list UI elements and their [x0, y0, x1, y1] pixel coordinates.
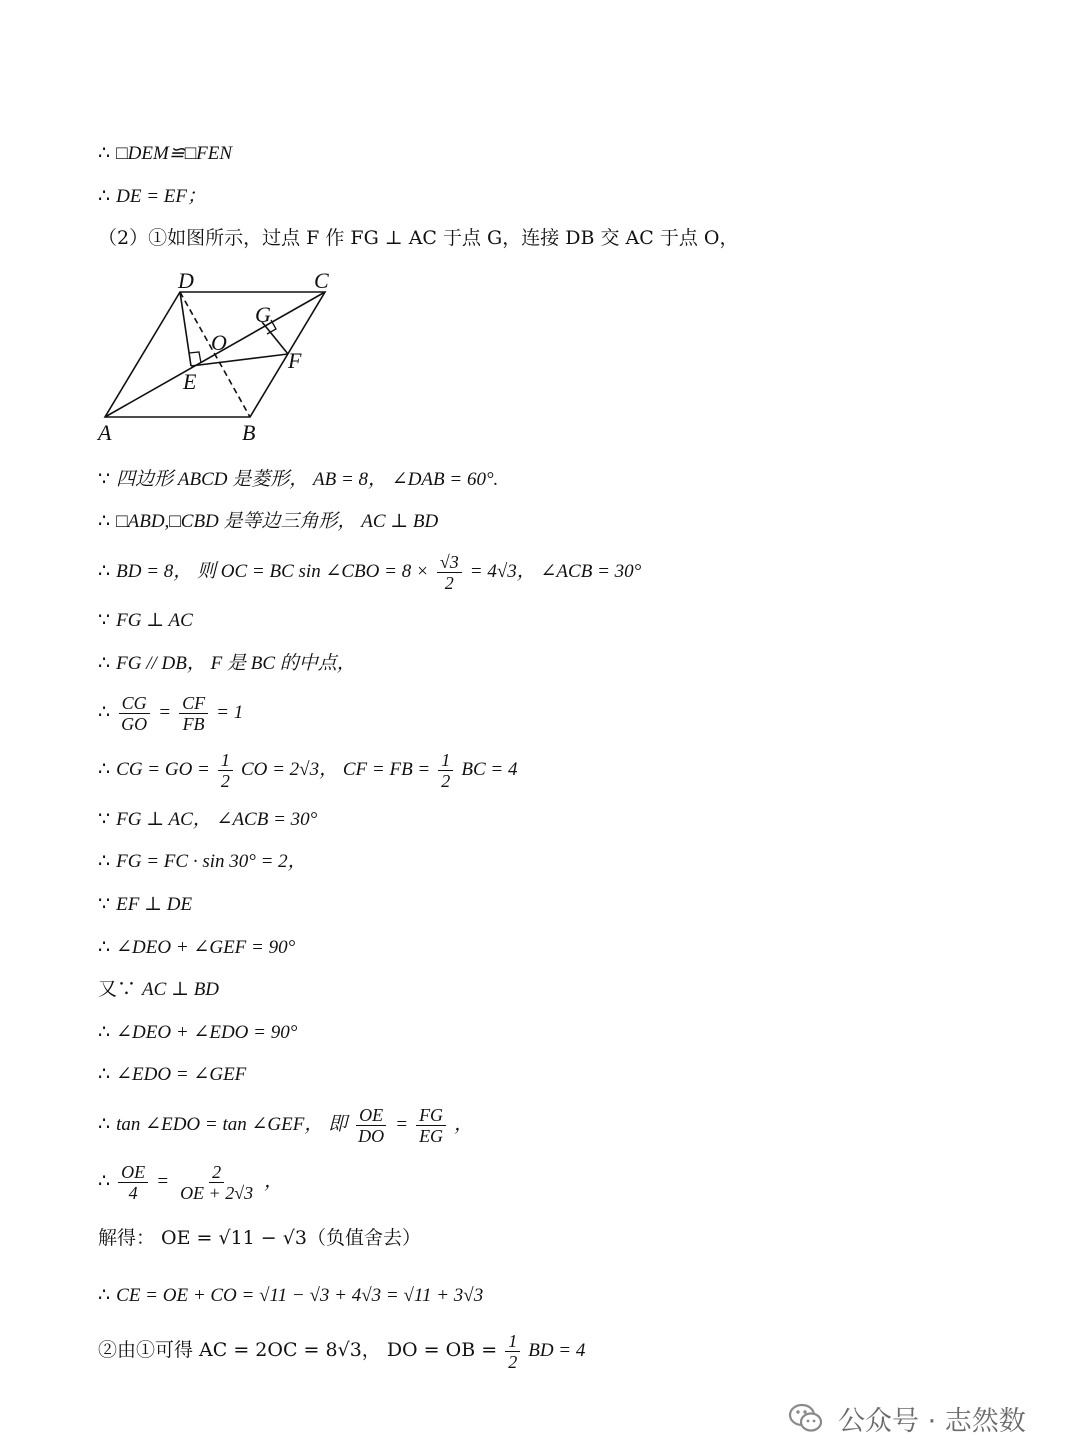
because-symbol: ∵: [98, 609, 117, 631]
math-expr: CG = GO =: [116, 759, 210, 780]
math-expr: BD = 4: [528, 1340, 586, 1361]
math-expr: CE = OE + CO = √11 − √3 + 4√3 = √11 + 3√3: [116, 1285, 484, 1306]
line-04: [98, 467, 498, 492]
denominator: EG: [419, 1125, 444, 1146]
denominator: OE + 2√3: [180, 1182, 254, 1203]
line-22: [98, 1324, 585, 1377]
math-expr: = 1: [216, 702, 244, 723]
denominator: FB: [182, 713, 205, 734]
math-expr: □ABD,□CBD 是等边三角形， AC ⊥ BD: [116, 511, 439, 532]
line-19: [98, 1155, 283, 1208]
math-expr: FG = FC · sin 30° = 2，: [116, 851, 307, 872]
math-expr: ∠DEO + ∠GEF = 90°: [116, 937, 296, 958]
line-03: [98, 226, 738, 250]
math-expr: CO = 2√3， CF = FB =: [240, 759, 431, 780]
equals-sign: =: [395, 1114, 409, 1135]
line-16: [98, 1020, 297, 1045]
fraction: [118, 693, 150, 734]
fraction: [177, 1162, 256, 1203]
label-c: C: [314, 268, 329, 293]
numerator: FG: [416, 1105, 446, 1126]
math-expr: ，: [454, 1114, 474, 1135]
fraction: [505, 1331, 520, 1372]
line-20: [98, 1226, 421, 1250]
because-symbol: 又∵: [98, 978, 143, 1000]
therefore-symbol: ∴: [98, 560, 117, 582]
numerator: OE: [118, 1162, 148, 1183]
denominator: GO: [121, 713, 148, 734]
fraction: [437, 552, 462, 593]
numerator: 2: [209, 1162, 224, 1183]
therefore-symbol: ∴: [98, 758, 117, 780]
line-02: [98, 184, 206, 209]
math-expr: EF ⊥ DE: [116, 894, 193, 915]
label-f: F: [288, 348, 302, 373]
denominator: DO: [358, 1125, 385, 1146]
math-expr: ∠EDO = ∠GEF: [116, 1064, 247, 1085]
therefore-symbol: ∴: [98, 936, 117, 958]
math-expr: ②由①可得 AC = 2OC = 8√3， DO = OB =: [98, 1339, 498, 1361]
math-expr: 四边形 ABCD 是菱形， AB = 8， ∠DAB = 60°.: [116, 469, 499, 490]
equals-sign: =: [156, 1171, 170, 1192]
denominator: 2: [220, 770, 230, 791]
fraction: [355, 1105, 387, 1146]
line-12: [98, 849, 307, 874]
denominator: 2: [441, 770, 451, 791]
therefore-symbol: ∴: [98, 850, 117, 872]
math-expr: ，: [264, 1171, 284, 1192]
part-2-intro: （2）①如图所示，过点 F 作 FG ⊥ AC 于点 G，连接 DB 交 AC 于点 O，: [98, 227, 739, 249]
numerator: CG: [119, 693, 150, 714]
math-expr: FG ⊥ AC: [116, 610, 193, 631]
numerator: CF: [179, 693, 208, 714]
label-o: O: [211, 330, 227, 355]
line-15: [98, 977, 219, 1002]
math-expr: BD = 8， 则 OC = BC sin ∠CBO = 8 ×: [116, 561, 429, 582]
line-10: [98, 743, 517, 796]
label-g: G: [255, 302, 271, 327]
math-expr: DE = EF；: [116, 186, 207, 207]
numerator: 1: [438, 750, 453, 771]
line-14: [98, 935, 295, 960]
therefore-symbol: ∴: [98, 1021, 117, 1043]
line-06: [98, 545, 641, 598]
math-expr: = 4√3， ∠ACB = 30°: [469, 561, 642, 582]
therefore-symbol: ∴: [98, 185, 117, 207]
because-symbol: ∵: [98, 468, 117, 490]
label-b: B: [242, 420, 256, 445]
math-expr: FG ⊥ AC， ∠ACB = 30°: [116, 809, 318, 830]
therefore-symbol: ∴: [98, 1063, 117, 1085]
numerator: 1: [218, 750, 233, 771]
therefore-symbol: ∴: [98, 142, 117, 164]
numerator: OE: [356, 1105, 386, 1126]
math-expr: ∠DEO + ∠EDO = 90°: [116, 1022, 298, 1043]
therefore-symbol: ∴: [98, 1170, 117, 1192]
line-08: [98, 651, 356, 676]
label-d: D: [178, 268, 194, 293]
label-e: E: [183, 369, 197, 394]
line-13: [98, 892, 192, 917]
fraction: [218, 750, 233, 791]
solution-text: 解得： OE = √11 − √3（负值舍去）: [98, 1227, 421, 1249]
wechat-icon: [786, 1398, 826, 1438]
denominator: 2: [508, 1351, 518, 1372]
line-05: [98, 509, 438, 534]
fraction: [179, 693, 208, 734]
label-a: A: [98, 420, 112, 445]
line-21: [98, 1283, 483, 1308]
fraction: [416, 1105, 446, 1146]
math-expr: AC ⊥ BD: [142, 979, 220, 1000]
watermark-text: 公众号 · 志然数: [838, 1405, 1026, 1437]
numerator: 1: [505, 1331, 520, 1352]
line-01: [98, 141, 232, 166]
fraction: [118, 1162, 148, 1203]
line-07: [98, 608, 193, 633]
therefore-symbol: ∴: [98, 510, 117, 532]
because-symbol: ∵: [98, 808, 117, 830]
therefore-symbol: ∴: [98, 1284, 117, 1306]
denominator: 4: [128, 1182, 138, 1203]
line-09: [98, 686, 243, 739]
fraction: [438, 750, 453, 791]
line-18: [98, 1098, 473, 1151]
therefore-symbol: ∴: [98, 652, 117, 674]
watermark: [786, 1398, 1026, 1438]
denominator: 2: [444, 572, 454, 593]
math-expr: BC = 4: [461, 759, 518, 780]
rhombus-figure: [95, 262, 345, 447]
because-symbol: ∵: [98, 893, 117, 915]
therefore-symbol: ∴: [98, 1113, 117, 1135]
numerator: √3: [437, 552, 462, 573]
math-expr: FG // DB， F 是 BC 的中点，: [116, 653, 356, 674]
math-expr: tan ∠EDO = tan ∠GEF， 即: [116, 1114, 348, 1135]
therefore-symbol: ∴: [98, 701, 117, 723]
line-17: [98, 1062, 246, 1087]
equals-sign: =: [158, 702, 172, 723]
line-11: [98, 807, 317, 832]
math-expr: □DEM≌□FEN: [116, 143, 233, 164]
